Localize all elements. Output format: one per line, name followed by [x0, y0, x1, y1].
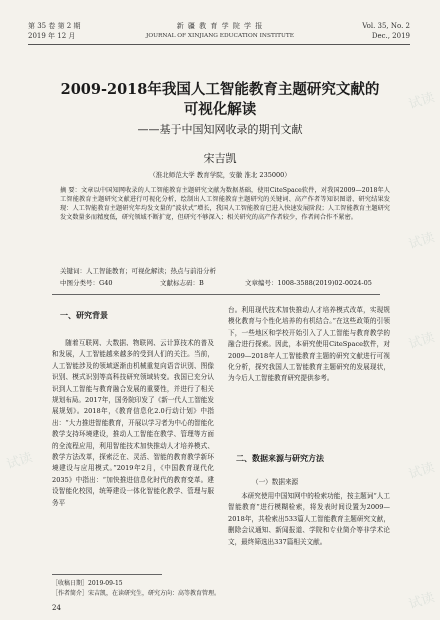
watermark: 试读 [406, 590, 437, 613]
watermark: 试读 [406, 460, 437, 483]
journal-name-cn: 新 疆 教 育 学 院 学 报 [176, 22, 264, 30]
affiliation: （淮北师范大学 教育学院，安徽 淮北 235000） [149, 171, 291, 179]
volume-issue-cn: 第 35 卷 第 2 期 [28, 22, 81, 30]
clc-number: 中图分类号：G40 [60, 279, 113, 287]
header-rule [28, 44, 410, 45]
received-date: ［收稿日期］2019-09-15 [52, 580, 123, 587]
author-info: ［作者简介］宋吉凯，在读研究生，研究方向：高等教育管理。 [52, 590, 221, 597]
author-name: 宋吉凯 [203, 152, 237, 165]
volume-issue-en: Vol. 35, No. 2 [362, 22, 410, 30]
title-line-1: 2009-2018年我国人工智能教育主题研究文献的 [60, 81, 380, 98]
watermark: 试读 [406, 230, 437, 253]
watermark: 试读 [406, 330, 437, 353]
date-en: Dec., 2019 [371, 32, 410, 40]
meta-rule [52, 294, 380, 295]
subtitle: ——基于中国知网收录的期刊文献 [137, 123, 303, 136]
keywords: 关键词：人工智能教育；可视化解读；热点与前沿分析 [60, 267, 216, 275]
watermark: 试读 [406, 90, 437, 113]
title-line-2: 可视化解读 [183, 101, 257, 118]
article-number: 文章编号：1008-3588(2019)02-0024-05 [245, 279, 372, 287]
right-column-text-top [228, 305, 390, 385]
page-number: 24 [52, 604, 61, 612]
subsection-heading-data-source: （一）数据来源 [252, 478, 299, 486]
section-heading-data: 二、数据来源与研究方法 [236, 453, 324, 463]
paragraph: 台。利用现代技术加快推动人才培养模式改革，实现规模化教育与个性化培养的有机结合。”在这些政策的引领下，一些地区和学校开始引入了人工智能与教育教学的融合进行探索。因此，本研究使用CiteSpace软件，对2009—2018年人工智能教育主题的研究文献进行可视化分析，探究我国人工智能教育主题研究的发展现状，为今后人工智能教育研究提供参考。 [228, 306, 390, 383]
paragraph: 本研究使用中国知网中的检索功能，按主题词“人工智能教育”进行模糊检索，将发表时间设置为2009—2018年，共检索出533篇人工智能教育主题研究文献，删除会议通知、新闻报道、学院和专业简介等非学术论文，最终筛选出337篇相关文献。 [228, 492, 390, 546]
document-code: 文献标志码：B [160, 279, 204, 287]
footnote-rule [52, 574, 162, 575]
right-column-text-bottom [228, 491, 390, 548]
left-column-text [52, 338, 214, 509]
watermark: 试读 [4, 450, 35, 473]
date-cn: 2019 年 12 月 [28, 32, 76, 40]
journal-name-en: JOURNAL OF XINJIANG EDUCATION INSTITUTE [146, 33, 294, 39]
section-heading-background: 一、研究背景 [60, 310, 108, 320]
abstract: 摘 要：文章以中国知网收录的人工智能教育主题研究文献为数据基础，使用CiteSpace软件，对我国2009—2018年人工智能教育主题研究文献进行可视化分析，绘制出人工智能教育主题研究的关键词、高产作者等知识图谱、研究结果发现：人工智能教育主题研究年均发文量的“波状式”增长，我国人工智能教育已进入快速发展阶段；人工智能教育主题研究发文数量多而精度低，研究领域不断扩宽，但研究不够深入；相关研究的高产作者较少，作者间合作不紧密。 [60, 187, 390, 221]
paragraph: 随着互联网、大数据、物联网、云计算技术的普及和发展，人工智能越来越多的受到人们的关注。当前，人工智能涉及的领域逐渐由机械重复向语音识别、图像识别、模式识别等高科技研究领域转变。我国已充分认识到人工智能与教育融合发展的重要性，并进行了相关规划布局。2017年，国务院印发了《新一代人工智能发展规划》。2018年，《教育信息化2.0行动计划》中指出：“大力推进智能教育，开展以学习者为中心的智能化教学支持环境建设，推动人工智能在教学、管理等方面的全流程应用，利用智能技术加快推动人才培养模式、教学方法改革，探索泛在、灵活、智能的教育教学新环境建设与应用模式。”2019年2月，《中国教育现代化2035》中指出：“加快推进信息化时代的教育变革。建设智能化校园，统筹建设一体化智能化教学、管理与服务平 [52, 339, 214, 507]
